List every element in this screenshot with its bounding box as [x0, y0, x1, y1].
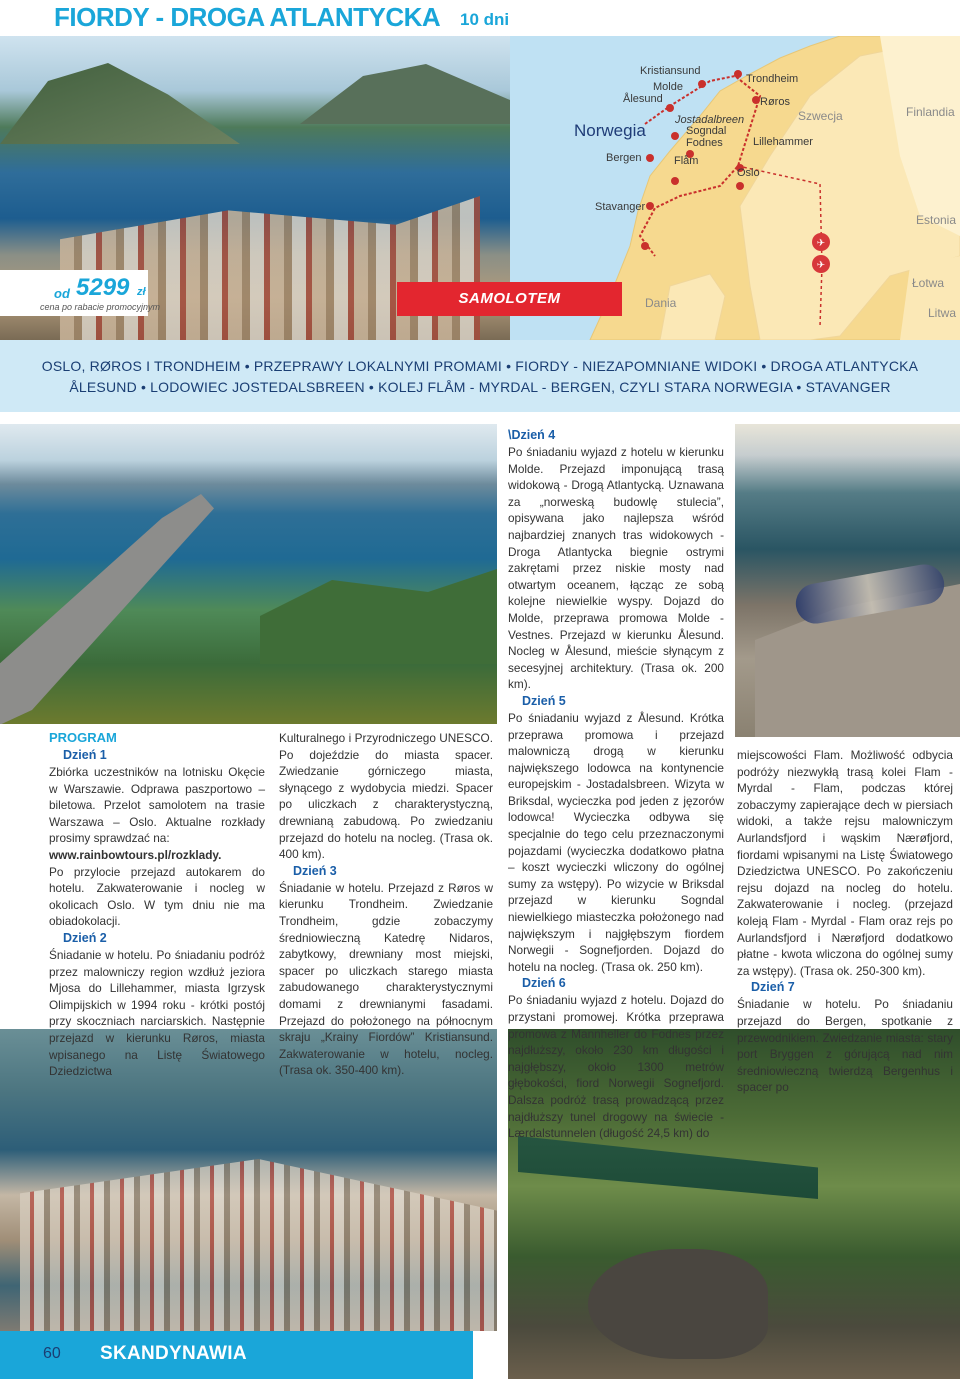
map-city-oslo: Oslo — [737, 167, 760, 179]
day-1-text-2: Po przylocie przejazd autokarem do hotelu. Zakwaterowanie i nocleg w okolicach Oslo. W tym dniu nie ma obiadokolacji. — [49, 864, 265, 929]
price-currency: zł — [137, 286, 146, 298]
day-6-text-cont: miejscowości Flam. Możliwość odbycia podróży niezwykłą trasą kolei Flam - Myrdal - Flam, podczas której zobaczymy zapierające dech w piersiach widoki, a także rejsu malowniczym Aurlandsfjord i wąskim Nærøfjord, fiordami wpisanymi na Listę Światowego Dziedzictwa UNESCO. Po zakończeniu rejsu dojazd na nocleg do hotelu. Zakwaterowanie i nocleg. (przejazd koleją Flam - Myrdal - Flam oraz rejs po Aurlandsfjord i Nærøfjord dodatkowo płatne - kwota wliczona do ogólnej sumy za wstępy). (Trasa ok. 250-300 km). — [737, 748, 953, 978]
program-column-4 — [737, 747, 953, 1096]
section-name: SKANDYNAWIA — [100, 1343, 247, 1364]
map-country-denmark: Dania — [645, 296, 677, 310]
map-city-lillehammer: Lillehammer — [753, 136, 813, 148]
svg-text:✈: ✈ — [816, 238, 826, 249]
day-2-text: Śniadanie w hotelu. Po śniadaniu podróż przez malowniczy region wzdłuż jeziora Mjosa do Lillehammer, miasta Igrzysk Olimpijskich w 1994 roku - krótki postój przy skoczniach narciarskich. Następnie przejazd w kierunku Røros, miasta wpisanego na Listę Światowego Dziedzictwa — [49, 947, 265, 1079]
map-country-estonia: Estonia — [916, 213, 957, 227]
map-city-kristiansund: Kristiansund — [640, 65, 701, 77]
price-value: 5299 — [76, 274, 130, 301]
day-4-text: Po śniadaniu wyjazd z hotelu w kierunku Molde. Przejazd imponującą trasą widokową - Drogą Atlantycką. Uznawana za „norweską budowlę stulecia”, opisywana jako najlepsza wśród najbardziej znanych tras widokowych - Droga Atlantycka biegnie ostrymi zakrętami przez niskie mosty nad otwartym oceanem, łącząc ze sobą kolejne niewielkie wyspy. Dojazd do Molde, przeprawa promowa Molde - Vestnes. Przejazd w kierunku Ålesund. Nocleg w Ålesund, mieście słynącym z secesyjnej architektury. (Trasa ok. 200 km). — [508, 445, 724, 692]
highlights-line-2: ÅLESUND • LODOWIEC JOSTEDALSBREEN • KOLEJ FLÅM - MYRDAL - BERGEN, CZYLI STARA NORWEGIA • STAVANGER — [69, 379, 891, 395]
svg-text:✈: ✈ — [816, 260, 826, 271]
page-number: 60 — [43, 1345, 61, 1362]
highlights-line-1: OSLO, RØROS I TRONDHEIM • PRZEPRAWY LOKALNYMI PROMAMI • FIORDY - NIEZAPOMNIANE WIDOKI • DROGA ATLANTYCKA — [41, 358, 919, 374]
footer-bar — [0, 1331, 473, 1379]
program-title: PROGRAM — [49, 730, 117, 745]
day-4-label: \Dzień 4 — [508, 428, 556, 442]
price-prefix: od — [54, 286, 70, 301]
price-note: cena po rabacie promocyjnym — [40, 302, 161, 312]
map-city-alesund: Ålesund — [623, 93, 663, 105]
day-1-text: Zbiórka uczestników na lotnisku Okęcie w Warszawie. Odprawa paszportowo – biletowa. Przelot samolotem na trasie Warszawa – Oslo. Aktualne rozkłady prosimy sprawdzać na: — [49, 765, 265, 846]
day-1-label: Dzień 1 — [63, 748, 107, 762]
day-6-text: Po śniadaniu wyjazd z hotelu. Dojazd do przystani promowej. Krótka przeprawa promowa z Mannheller do Fodnes przez najdłuższy, około 230 km długości i najgłębszy, około 1300 metrów głębokości, fiord Norwegii Sognefjord. Dalsza podróż trasą prowadzącą przez najdłuższy tunel drogowy na świecie - Lærdalstunnelen (długość 24,5 km) do — [508, 993, 724, 1141]
day-6-label: Dzień 6 — [522, 976, 566, 991]
cliff-photo — [735, 424, 960, 737]
day-7-label: Dzień 7 — [751, 980, 795, 995]
map-city-stavanger: Stavanger — [595, 201, 646, 213]
day-5-text: Po śniadaniu wyjazd z Ålesund. Krótka przeprawa promowa i przejazd malowniczą drogą w kierunku największego lodowca na kontynencie europejskim - Jostadalsbreen. Wizyta w Briksdal, wycieczka pod jeden z jęzorów lodowca! Wycieczka odbywa się specjalnie do tego celu przeznaczonymi pojazdami (wycieczka dodatkowo płatna – koszt wycieczki wliczony do ogólnej sumy za wstępy). Po wizycie w Briksdal przejazd w kierunku Sogndal niewielkiego miasteczka położonego nad największym i najgłębszym fiordem Norwegii - Sognefjorden. Dojazd do hotelu na nocleg. (Trasa ok. 250 km). — [508, 710, 724, 974]
map-city-roros: Røros — [760, 96, 790, 108]
map-city-molde: Molde — [653, 81, 683, 93]
day-5-label: Dzień 5 — [522, 693, 566, 708]
day-3-label: Dzień 3 — [293, 863, 337, 878]
map-country-norway: Norwegia — [574, 121, 646, 140]
page-title: FIORDY - DROGA ATLANTYCKA — [54, 2, 441, 32]
program-column-1 — [49, 730, 265, 1080]
price-box — [40, 270, 161, 314]
program-column-2 — [279, 730, 493, 1079]
program-column-3 — [508, 427, 724, 1142]
header-bar — [0, 0, 960, 36]
highlights-banner — [0, 340, 960, 412]
map-city-bergen: Bergen — [606, 152, 642, 164]
trip-duration: 10 dni — [460, 10, 510, 29]
day-7-text: Śniadanie w hotelu. Po śniadaniu przejazd do Bergen, spotkanie z przewodnikiem. Zwiedzanie miasta: stary port Bryggen z górującą nad nim średniowieczną twierdzą Bergenhus i spacer po — [737, 997, 953, 1095]
map-city-flam: Flåm — [674, 155, 699, 167]
transport-badge: SAMOLOTEM — [397, 282, 622, 316]
day-2-text-cont: Kulturalnego i Przyrodniczego UNESCO. Po dojeździe do miasta spacer. Zwiedzanie górniczego miasta, słynącego z wydobycia miedzi. Spacer po uliczkach z charakterystyczną, drewnianą zabudową. Po zwiedzaniu przejazd do hotelu na nocleg. (Trasa ok. 400 km). — [279, 731, 493, 862]
map-country-sweden: Szwecja — [798, 109, 843, 123]
schedule-url[interactable]: www.rainbowtours.pl/rozklady. — [49, 847, 222, 862]
map-city-fodnes: Fodnes — [686, 137, 723, 149]
map-country-lithuania: Litwa — [928, 306, 957, 320]
map-city-trondheim: Trondheim — [746, 73, 799, 85]
day-2-label: Dzień 2 — [63, 930, 107, 945]
map-country-latvia: Łotwa — [912, 276, 945, 290]
map-country-finland: Finlandia — [906, 105, 955, 119]
map-city-sogndal: Sogndal — [686, 125, 727, 137]
map-glacier-jostadalbreen: Jostadalbreen — [675, 114, 745, 126]
day-3-text: Śniadanie w hotelu. Przejazd z Røros w kierunku Trondheim. Zwiedzanie Trondheim, gdzie zobaczymy średniowieczną Katedrę Nidaros, zabytkowy, drewniany most miejski, spacer po uliczkach starego miasta zabudowanego charakterystycznymi domami z drewnianymi fasadami. Przejazd do położonego na północnym skraju „Krainy Fiordów” Kristiansund. Zakwaterowanie w hotelu, nocleg. (Trasa ok. 350-400 km). — [279, 880, 493, 1078]
atlantic-road-photo — [0, 424, 497, 724]
